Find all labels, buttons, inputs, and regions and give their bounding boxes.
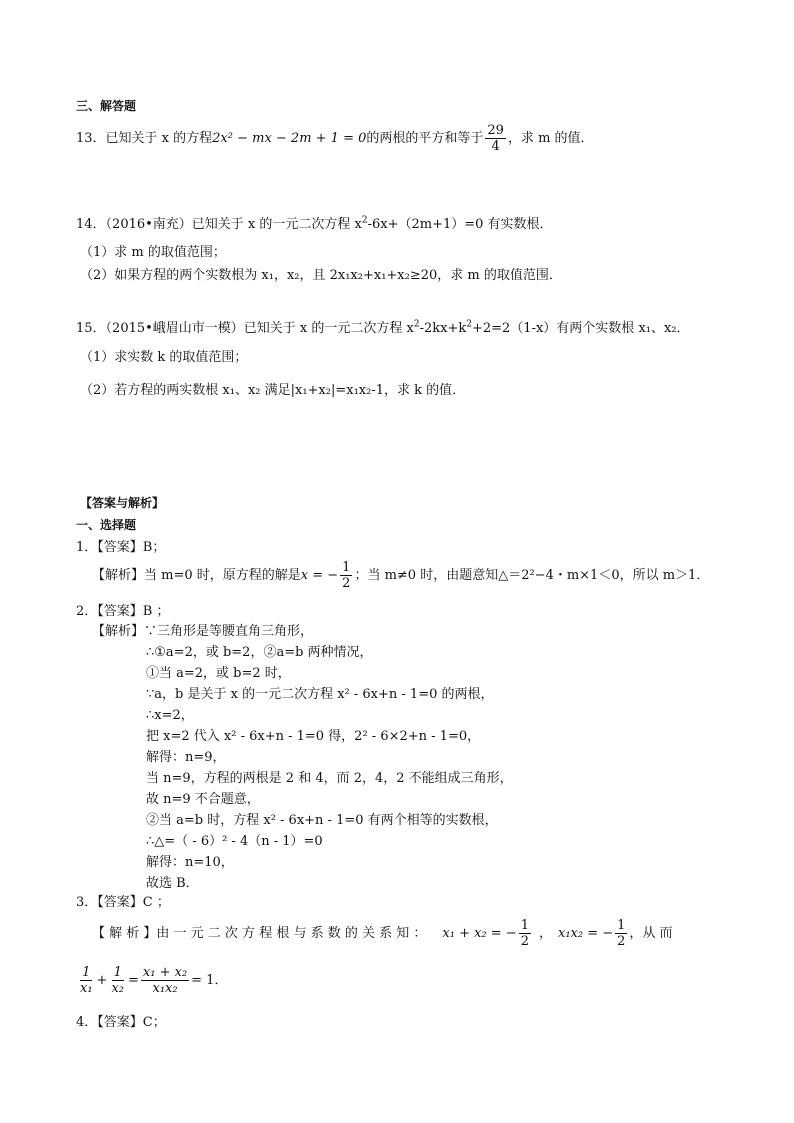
answers-section-1: 一、选择题: [76, 518, 137, 532]
a2-line-2: ①当 a=2，或 b=2 时，: [146, 666, 291, 681]
a3-prod-fraction: [615, 918, 627, 949]
a3-line2-post: = 1．: [191, 972, 228, 988]
a3-prod: x₁x₂ = −: [557, 925, 614, 941]
a3-line1-post: ，从 而: [629, 925, 673, 941]
q15-part-2: （2）若方程的两实数根 x₁、x₂ 满足|x₁+x₂|=x₁x₂-1，求 k 的值．: [80, 383, 466, 398]
q13-frac-den: 4: [491, 139, 500, 154]
a2-line-10: ∴△=（ - 6）² - 4（n - 1）=0: [146, 834, 323, 849]
answer-1-label: 1．【答案】B；: [76, 540, 166, 555]
a3-line-2: $\frac{1}{\text{x₁}}$ + $\frac{1}{\text{x₂}}$ = $\frac{\text{x₁ + x₂}}{\text{x₁x₂}}$ = 1．: [80, 965, 228, 996]
answer-2-label: 2．【答案】B ；: [76, 604, 170, 619]
a2-line-3: ∵a，b 是关于 x 的一元二次方程 x² - 6x+n - 1=0 的两根，: [146, 687, 494, 702]
a2-line-7: 当 n=9，方程的两根是 2 和 4，而 2，4，2 不能组成三角形，: [146, 771, 513, 786]
q14-part-2: （2）如果方程的两个实数根为 x₁，x₂，且 2x₁x₂+x₁+x₂≥20，求 m 的取值范围．: [80, 268, 562, 283]
a1-x: x = −: [300, 567, 339, 583]
a3-sum-frac-num: 1: [520, 918, 529, 933]
a1-frac-num: 1: [342, 560, 351, 575]
a3-sum-fraction: [519, 918, 531, 949]
a3-f3-den: x₁x₂: [152, 981, 178, 996]
a3-line-1: 【 解 析 】由 一 元 二 次 方 程 根 与 系 数 的 关 系 知 ： x₁ + x₂ = − $\frac{1}{2}$ ， x₁x₂ = − $\frac{1}{2}$ ，从 而: [92, 918, 673, 949]
a3-f1-num: 1: [82, 965, 91, 980]
q15-line1-sup2: 2: [466, 319, 472, 330]
q15-line1-pre: 15．（2015•峨眉山市一模）已知关于 x 的一元二次方程 x: [76, 321, 414, 336]
question-13: [76, 123, 594, 154]
a3-frac-2: [109, 965, 126, 996]
a1-text-pre: 【解析】当 m=0 时，原方程的解是: [92, 567, 301, 583]
q13-fraction: [485, 123, 506, 154]
a3-f2-den: x₂: [111, 981, 124, 996]
a2-line-4: ∴x=2，: [146, 708, 194, 723]
a3-line1-pre: 【 解 析 】由 一 元 二 次 方 程 根 与 系 数 的 关 系 知 ：: [92, 925, 427, 941]
a3-f3-num: x₁ + x₂: [142, 965, 188, 980]
a3-prod-frac-den: 2: [617, 934, 626, 949]
answer-3-label: 3．【答案】C ；: [76, 895, 170, 910]
q15-part-1: （1）求实数 k 的取值范围；: [80, 350, 248, 365]
q14-line1-sup: 2: [361, 215, 368, 226]
q14-line1-pre: 14．（2016•南充）已知关于 x 的一元二次方程 x: [76, 217, 362, 232]
a3-sum: x₁ + x₂ = −: [442, 925, 517, 941]
a2-line-6: 解得：n=9，: [146, 750, 226, 765]
answer-1-explanation: [92, 560, 709, 591]
q13-equation: 2x² − mx − 2m + 1 = 0: [212, 130, 367, 146]
a3-f1-den: x₁: [80, 981, 93, 996]
a3-frac-1: [78, 965, 95, 996]
q13-text-mid: 的两根的平方和等于: [366, 130, 484, 146]
q15-line1-post: +2=2（1-x）有两个实数根 x₁、x₂．: [471, 321, 690, 336]
answers-heading: 【答案与解析】: [80, 496, 165, 510]
a3-prod-frac-num: 1: [617, 918, 626, 933]
q15-line1-sup1: 2: [413, 319, 420, 330]
a2-line-12: 故选 B．: [146, 876, 199, 891]
question-14: [76, 217, 553, 233]
a2-line-11: 解得：n=10，: [146, 855, 234, 870]
a2-line-0: 【解析】∵三角形是等腰直角三角形，: [92, 624, 314, 639]
answer-4-label: 4．【答案】C；: [76, 1015, 166, 1030]
a3-frac-3: [141, 965, 189, 996]
a2-line-8: 故 n=9 不合题意，: [146, 792, 260, 807]
q14-line1-post: -6x+（2m+1）=0 有实数根．: [367, 217, 553, 232]
a2-line-1: ∴①a=2，或 b=2，②a=b 两种情况，: [146, 645, 373, 660]
q14-part-1: （1）求 m 的取值范围；: [80, 245, 226, 260]
q13-text-post: ，求 m 的值．: [507, 130, 594, 146]
a2-line-9: ②当 a=b 时，方程 x² - 6x+n - 1=0 有两个相等的实数根，: [146, 813, 498, 828]
section-heading-3: 三、解答题: [76, 99, 137, 113]
q15-line1-mid: -2kx+k: [419, 321, 467, 336]
q13-text-pre: 13．已知关于 x 的方程: [76, 130, 213, 146]
a1-frac-den: 2: [342, 576, 351, 591]
a2-line-5: 把 x=2 代入 x² - 6x+n - 1=0 得，2² - 6×2+n - 1=0，: [146, 729, 481, 744]
q13-frac-num: 29: [487, 123, 504, 138]
question-15: [76, 321, 690, 337]
a3-sum-frac-den: 2: [520, 934, 529, 949]
a3-f2-num: 1: [113, 965, 122, 980]
a1-fraction: [340, 560, 352, 591]
a1-text-post: ；当 m≠0 时，由题意知△＝2²−4・m×1＜0，所以 m＞1．: [354, 567, 710, 583]
